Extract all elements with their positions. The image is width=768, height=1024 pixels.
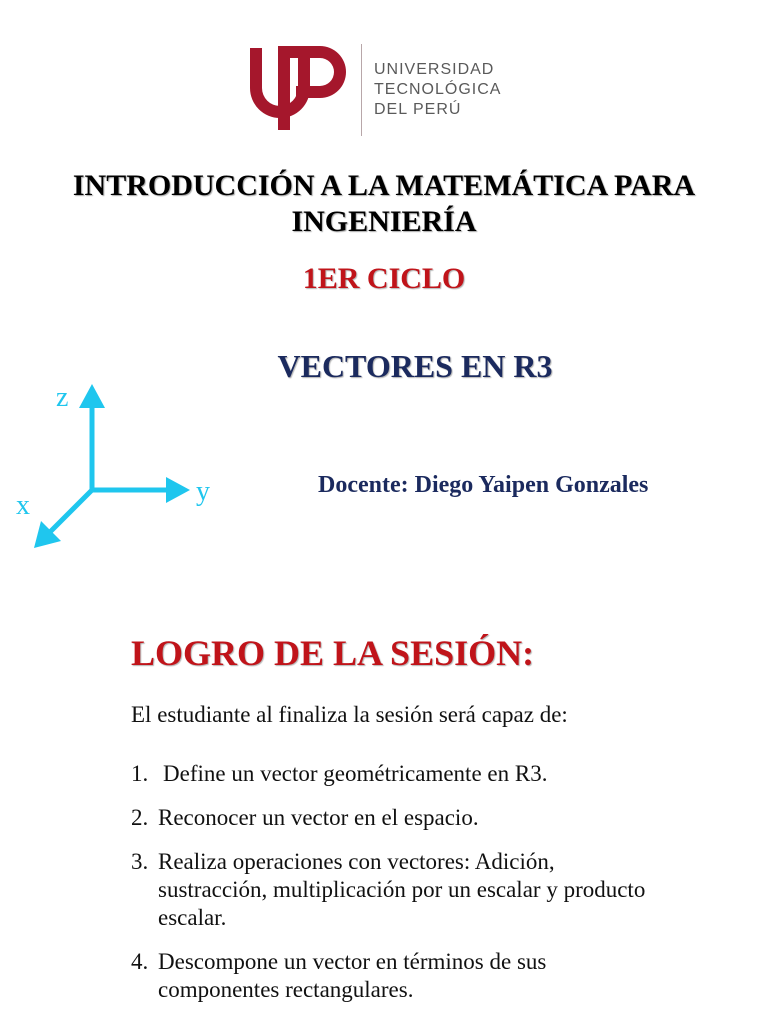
goal-item — [131, 804, 651, 832]
xyz-axes-icon — [14, 380, 224, 560]
goal-list — [131, 760, 651, 1020]
teacher-name: Docente: Diego Yaipen Gonzales — [318, 472, 649, 498]
logo-text — [374, 60, 501, 120]
course-title-line: INGENIERÍA — [291, 205, 477, 238]
goal-item — [131, 848, 651, 932]
goal-text: Descompone un vector en términos de sus componentes rectangulares. — [158, 949, 547, 1002]
goal-number: 4. — [131, 949, 149, 974]
logo-text-line: DEL PERÚ — [374, 101, 462, 118]
axis-label-y: y — [196, 476, 210, 507]
logo-divider — [361, 44, 362, 136]
goal-number: 1. — [131, 761, 149, 786]
goal-number: 2. — [131, 805, 149, 830]
goal-text: Reconocer un vector en el espacio. — [158, 805, 479, 830]
goal-number: 3. — [131, 849, 149, 874]
topic-title: VECTORES EN R3 — [277, 348, 553, 384]
goal-text: Define un vector geométricamente en R3. — [163, 761, 548, 786]
goal-title: LOGRO DE LA SESIÓN: — [131, 633, 535, 673]
course-title-line: INTRODUCCIÓN A LA MATEMÁTICA PARA — [72, 169, 696, 202]
cycle-label: 1ER CICLO — [302, 262, 466, 295]
goal-item — [131, 948, 651, 1004]
goal-intro: El estudiante al finaliza la sesión será capaz de: — [131, 702, 568, 727]
logo-text-line: TECNOLÓGICA — [374, 81, 502, 98]
axis-label-x: x — [16, 490, 30, 521]
course-title — [0, 168, 768, 240]
axis-label-z: z — [56, 382, 69, 413]
goal-item — [131, 760, 651, 788]
goal-text: Realiza operaciones con vectores: Adición, sustracción, multiplicación por un escalar y producto escalar. — [158, 849, 646, 930]
logo-text-line: UNIVERSIDAD — [374, 61, 495, 78]
